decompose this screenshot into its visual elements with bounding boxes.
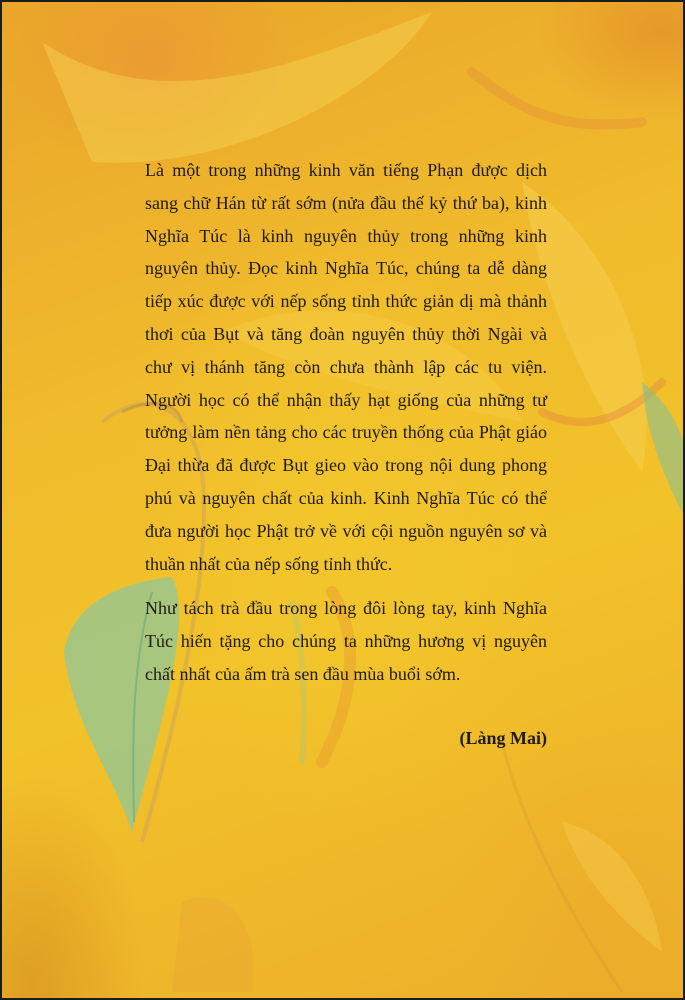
description-paragraph-2: Như tách trà đầu trong lòng đôi lòng tay, kinh Nghĩa Túc hiến tặng cho chúng ta những hương vị nguyên chất nhất của ấm trà sen đầu mùa buổi sớm. (145, 598, 547, 684)
description-text (145, 154, 547, 703)
green-tint-right (642, 382, 685, 522)
flower-hint-bottom-left (172, 898, 254, 992)
petal-wash-top (42, 12, 432, 163)
signature: (Làng Mai) (459, 728, 547, 748)
flower-hint-bottom (562, 822, 662, 952)
orange-streak-upper (472, 72, 642, 125)
description-paragraph-1: Là một trong những kinh văn tiếng Phạn được dịch sang chữ Hán từ rất sớm (nửa đầu thế kỷ thứ ba), kinh Nghĩa Túc là kinh nguyên thủy trong những kinh nguyên thủy. Đọc kinh Nghĩa Túc, chúng ta dễ dàng tiếp xúc được với nếp sống tỉnh thức giản dị mà thảnh thơi của Bụt và tăng đoàn nguyên thủy thời Ngài và chư vị thánh tăng còn chưa thành lập các tu viện. Người học có thể nhận thấy hạt giống của những tư tưởng làm nền tảng cho các truyền thống của Phật giáo Đại thừa đã được Bụt gieo vào trong nội dung phong phú và nguyên chất của kinh. Kinh Nghĩa Túc có thể đưa người học Phật trở về với cội nguồn nguyên sơ và thuần nhất của nếp sống tỉnh thức. (145, 160, 547, 574)
